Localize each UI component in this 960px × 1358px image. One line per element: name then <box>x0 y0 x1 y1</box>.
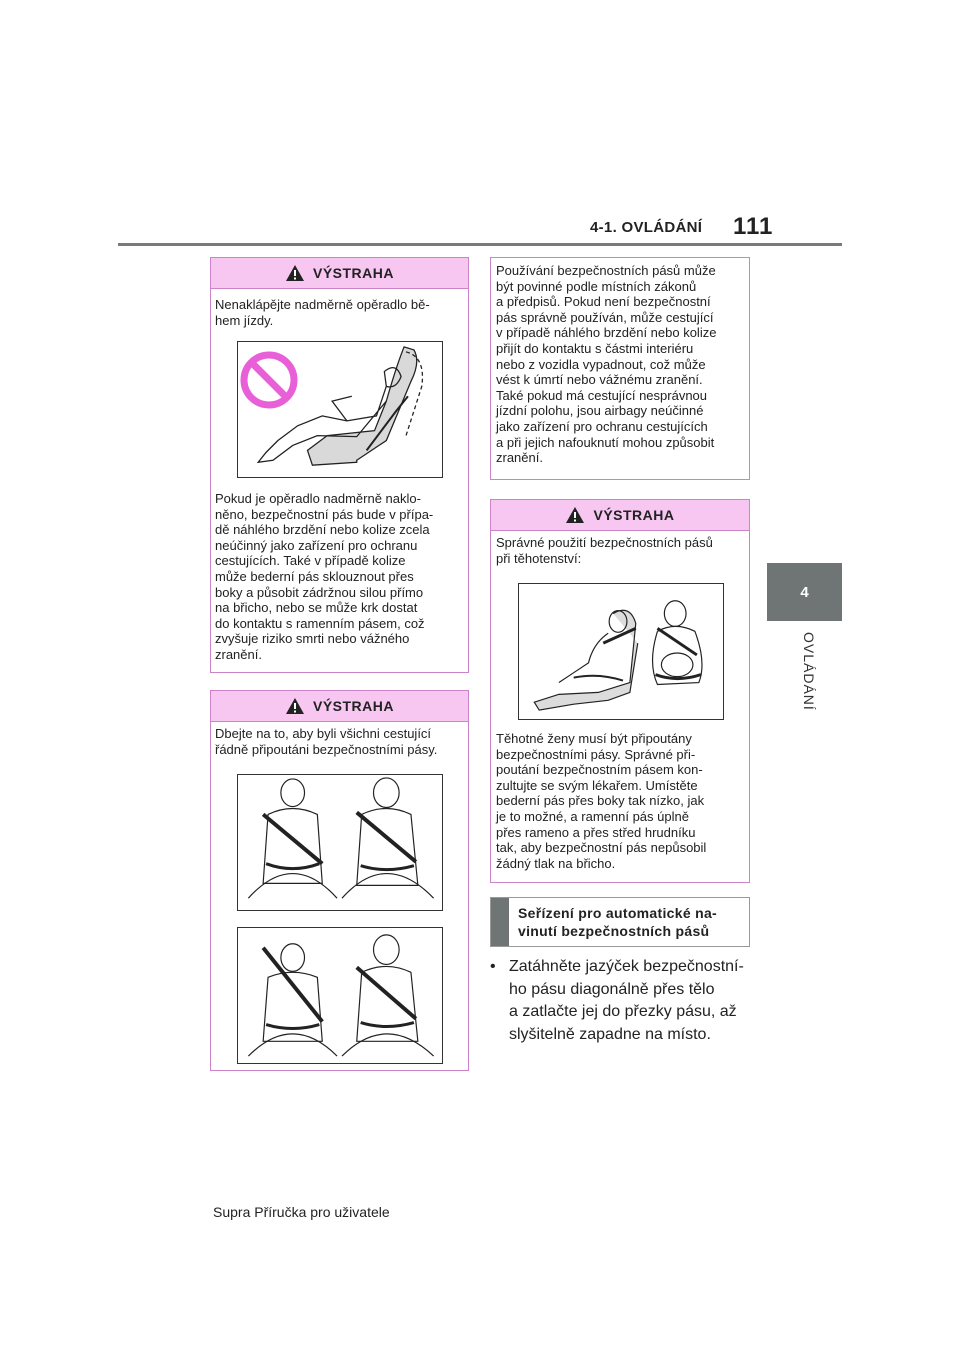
bullet-marker: • <box>490 958 496 975</box>
belted-occupants-illustration-bottom <box>237 927 443 1064</box>
warning-intro: Správné použití bezpečnostních pásů při těhotenství: <box>496 535 713 566</box>
warning-triangle-icon <box>565 506 585 524</box>
warning-triangle-icon <box>285 264 305 282</box>
instruction-text: Zatáhněte jazýček bezpečnostní- ho pásu diagonálně přes tělo a zatlačte jej do přezky pásu, až slyšitelně zapadne na místo. <box>509 958 744 1043</box>
warning-intro: Nenaklápějte nadměrně opěradlo bě- hem jízdy. <box>215 297 430 328</box>
section-header: 4-1. OVLÁDÁNÍ <box>590 219 703 236</box>
belted-occupants-illustration-top <box>237 774 443 911</box>
warning-header <box>211 258 468 289</box>
warning-triangle-icon <box>285 697 305 715</box>
warning-header <box>211 691 468 722</box>
note-body: Používání bezpečnostních pásů může být povinné podle místních zákonů a předpisů. Pokud není bezpečnostní pás správně používán, může cestující v případě náhlého brzdění nebo kolize přijít do kontaktu s částmi interiéru nebo z vozidla vypadnout, což může vést k úmrtí nebo vážnému zranění. Také pokud má cestující nesprávnou jízdní polohu, jsou airbagy neúčinné jako zařízení pro ochranu cestujících a při jejich nafouknutí mohou způsobit zranění. <box>496 263 717 466</box>
header-divider <box>118 243 842 246</box>
instruction-bullet <box>490 956 760 1046</box>
footer-text: Supra Příručka pro uživatele <box>213 1204 390 1220</box>
chapter-label: OVLÁDÁNÍ <box>801 632 817 711</box>
warning-box-all-belted <box>210 690 469 1071</box>
warning-title: VÝSTRAHA <box>312 265 394 281</box>
prohibition-sign-icon <box>239 350 299 410</box>
warning-title: VÝSTRAHA <box>312 698 394 714</box>
section-title-bar <box>491 898 509 946</box>
warning-intro: Dbejte na to, aby byli všichni cestující řádně připoutáni bezpečnostními pásy. <box>215 726 438 757</box>
page-number: 111 <box>733 213 774 240</box>
warning-body: Těhotné ženy musí být připoutány bezpečnostními pásy. Správné při- poutání bezpečnostním pásem kon- zultujte se svým lékařem. Umístěte bederní pás přes boky tak nízko, jak je to možné, a ramenní pás úplně přes rameno a přes střed hrudníku tak, aby bezpečnostní pás nepůsobil žádný tlak na břicho. <box>496 731 707 871</box>
note-box <box>490 257 750 480</box>
section-title-box <box>490 897 750 947</box>
warning-title: VÝSTRAHA <box>593 507 675 523</box>
warning-box-recline <box>210 257 469 673</box>
warning-body: Pokud je opěradlo nadměrně naklo- něno, bezpečnostní pás bude v přípa- dě náhlého brzdění nebo kolize zcela neúčinný jako zařízení pro ochranu cestujících. Také v případě kolize může bederní pás sklouznout přes boky a působit zádržnou silou přímo na břicho, nebo se může krk dostat do kontaktu s ramenním pásem, což zvyšuje riziko smrti nebo vážného zranění. <box>215 491 434 662</box>
chapter-number: 4 <box>800 583 809 601</box>
warning-header <box>491 500 749 531</box>
section-title: Seřízení pro automatické na- vinutí bezpečnostních pásů <box>518 905 718 939</box>
chapter-tab <box>767 563 842 621</box>
warning-box-pregnancy <box>490 499 750 883</box>
pregnant-passenger-illustration <box>518 583 724 720</box>
